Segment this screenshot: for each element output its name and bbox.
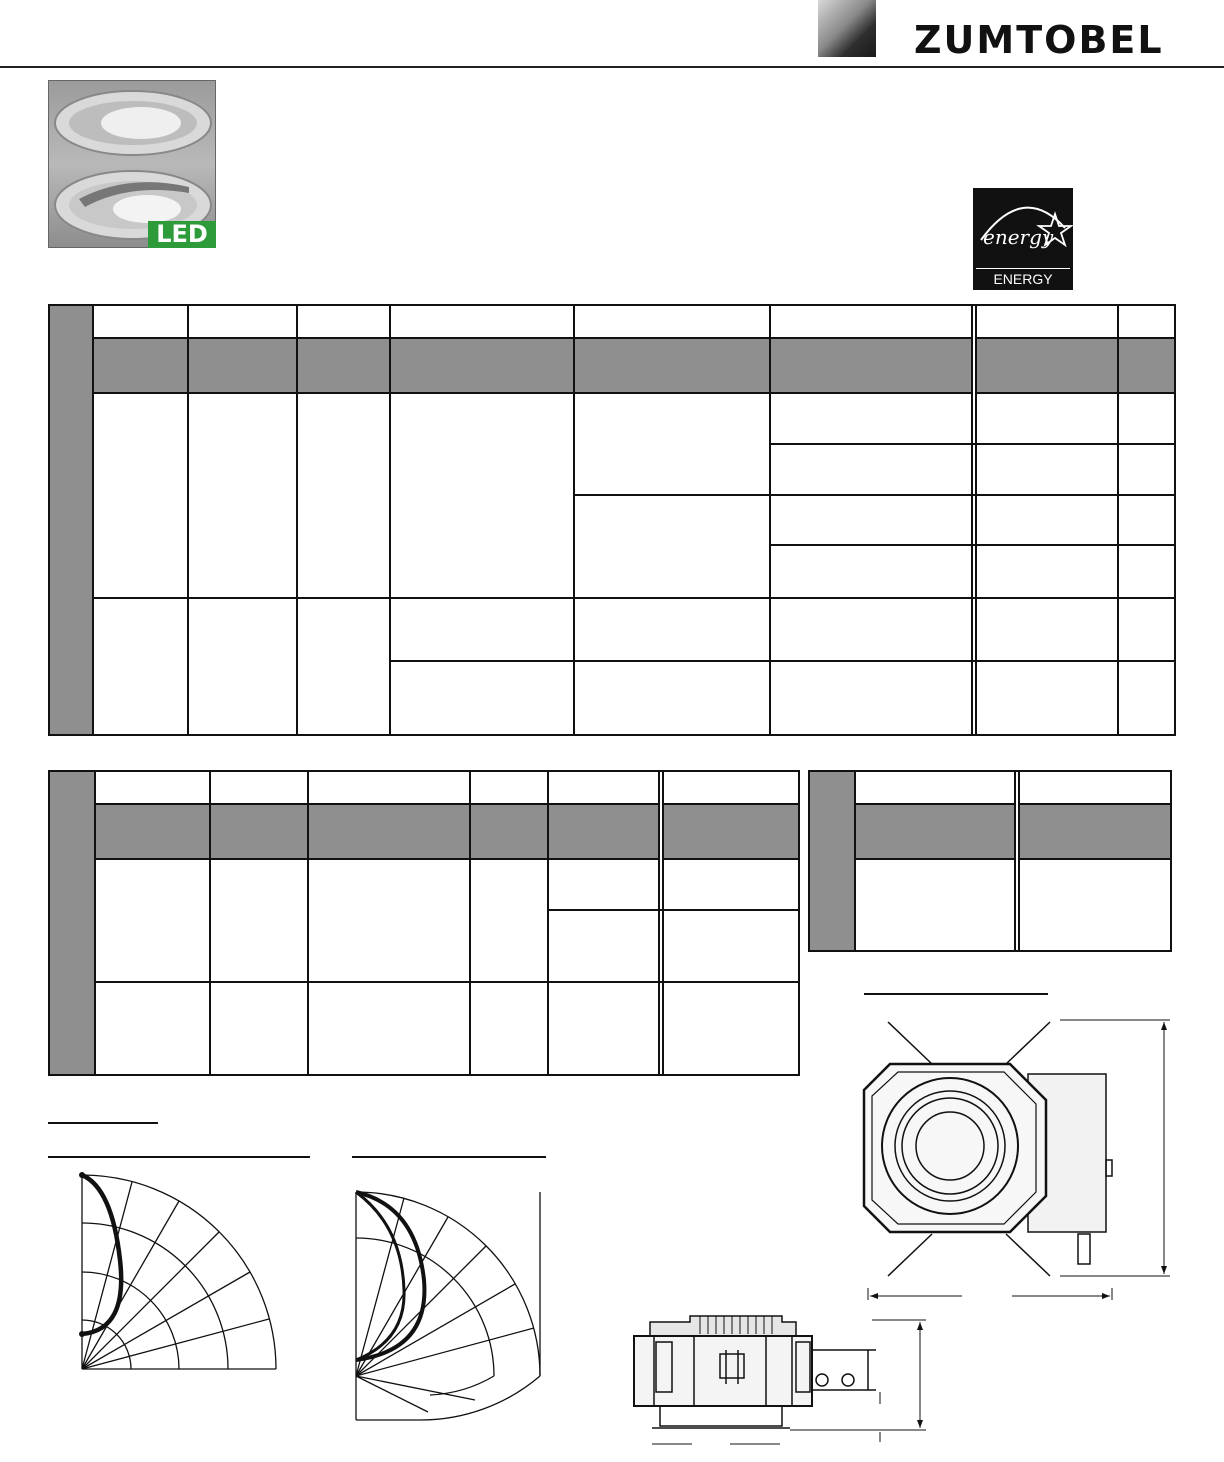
brand-name: ZUMTOBEL	[914, 18, 1164, 62]
energy-star-label: ENERGY STAR	[976, 268, 1070, 289]
energy-script: energy	[983, 225, 1054, 249]
led-badge: LED	[148, 221, 216, 248]
